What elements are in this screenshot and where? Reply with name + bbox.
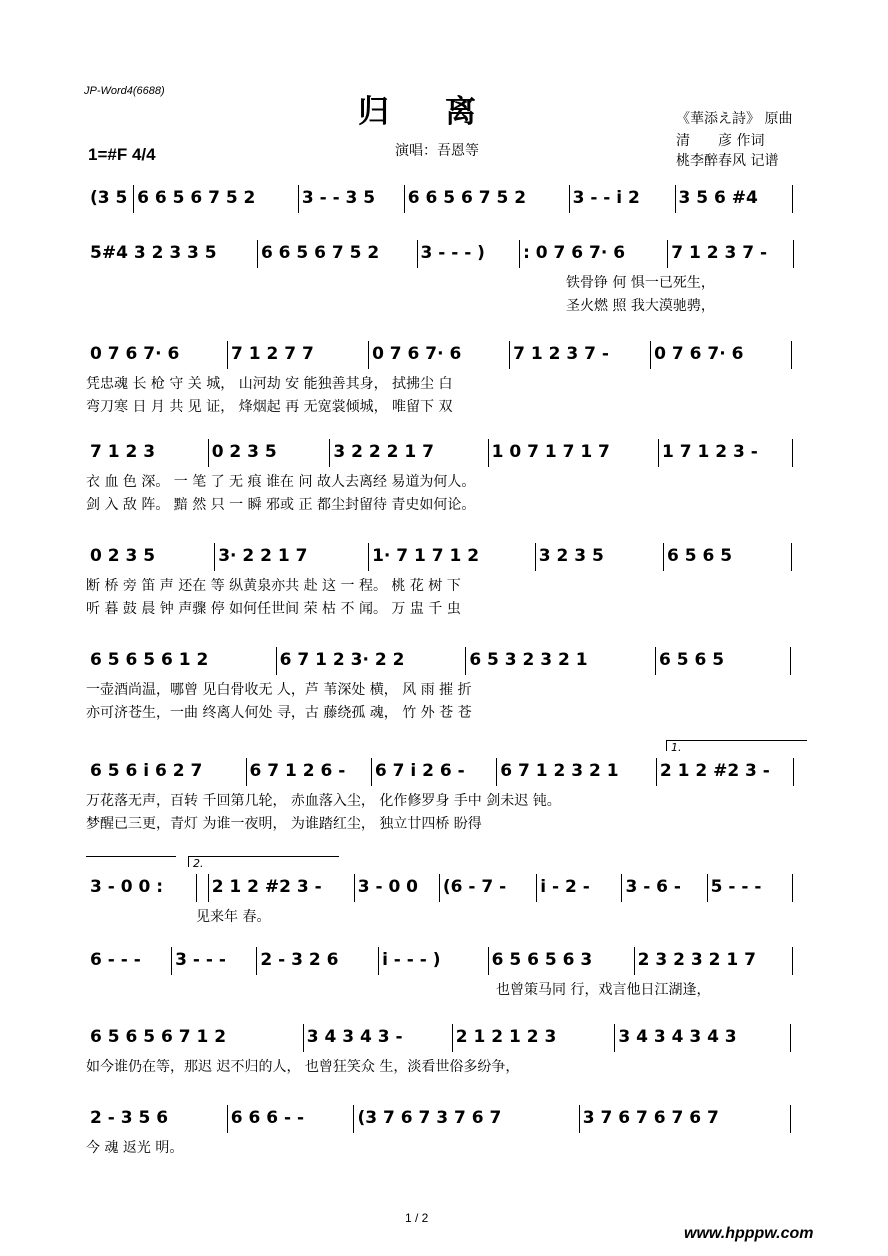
bar-line — [354, 874, 355, 902]
measure-notes: 0 7 6 7· 6 — [654, 344, 744, 364]
bar-line — [404, 185, 405, 213]
measure-notes: 2 - 3 5 6 — [90, 1108, 169, 1128]
measure-notes: 1 7 1 2 3 - — [661, 442, 758, 462]
bar-line — [790, 1024, 791, 1052]
measure-notes: 2 3 2 3 2 1 7 — [637, 950, 756, 970]
measure-notes: (6 - 7 - — [442, 877, 507, 897]
measure-notes: 6 5 3 2 3 2 1 — [469, 650, 588, 670]
notation-line — [86, 183, 806, 213]
measure-notes: 3 - 0 0 : — [90, 877, 164, 897]
bar-line — [519, 240, 520, 268]
volta-first-ending — [666, 740, 807, 754]
notation-line — [86, 339, 806, 369]
bar-line — [536, 874, 537, 902]
measure-notes: 0 7 6 7· 6 — [90, 344, 180, 364]
bar-line — [614, 1024, 615, 1052]
bar-line — [790, 1105, 791, 1133]
song-title: 归离 — [358, 94, 532, 130]
measure-notes: 6 6 5 6 7 5 2 — [260, 243, 380, 263]
bar-line — [792, 185, 793, 213]
bar-line — [793, 758, 794, 786]
singer-credit: 演唱：吾恩等 — [395, 143, 479, 159]
measure-notes: 2 - 3 2 6 — [260, 950, 339, 970]
measure-notes: 2 1 2 #2 3 - — [659, 761, 770, 781]
notation-line — [86, 1103, 806, 1133]
bar-line — [791, 341, 792, 369]
lyric-line: 铁骨铮 何 惧一已死生， — [566, 275, 715, 291]
measure-notes: 6 5 6 5 — [666, 546, 733, 566]
bar-line — [208, 874, 209, 902]
measure-notes: 7 1 2 7 7 — [231, 344, 314, 364]
measure-notes: 3 - 6 - — [625, 877, 681, 897]
notation-line — [86, 541, 806, 571]
bar-line — [496, 758, 497, 786]
bar-line — [675, 185, 676, 213]
bar-line — [227, 1105, 228, 1133]
measure-notes: (3 7 6 7 3 7 6 7 — [357, 1108, 502, 1128]
lyric-line: 听 暮 鼓 晨 钟 声骤 停 如何任世间 荣 枯 不 闻。 万 盅 千 虫 — [86, 601, 461, 617]
volta-label: 1. — [671, 741, 682, 754]
bar-line — [214, 543, 215, 571]
measure-notes: 3 - - 3 5 — [301, 188, 376, 208]
bar-line — [535, 543, 536, 571]
notation-line — [86, 945, 806, 975]
credit-original: 《華添え詩》 原曲 — [676, 111, 793, 127]
measure-notes: 6 5 6 5 6 3 — [491, 950, 593, 970]
lyric-line: 亦可济苍生，一曲 终离人何处 寻，古 藤绕孤 魂， 竹 外 苍 苍 — [86, 705, 472, 721]
bar-line — [298, 185, 299, 213]
measure-notes: 3 - 0 0 — [357, 877, 419, 897]
bar-line — [650, 341, 651, 369]
bar-line — [791, 543, 792, 571]
measure-notes: 3 7 6 7 6 7 6 7 — [582, 1108, 719, 1128]
bar-line — [368, 543, 369, 571]
bar-line — [227, 341, 228, 369]
bar-line — [257, 240, 258, 268]
measure-notes: 3 5 6 #4 — [678, 188, 758, 208]
bar-line — [667, 240, 668, 268]
bar-line — [196, 874, 197, 902]
measure-notes: 1 0 7 1 7 1 7 — [491, 442, 610, 462]
lyric-line: 万花落无声，百转 千回第几轮， 赤血落入尘， 化作修罗身 手中 剑未迟 钝。 — [86, 793, 561, 809]
measure-notes: i - - - ) — [382, 950, 441, 970]
measure-notes: 6 5 6 i 6 2 7 — [90, 761, 203, 781]
bar-line — [246, 758, 247, 786]
measure-notes: (3 5 — [90, 188, 128, 208]
bar-line — [465, 647, 466, 675]
bar-line — [488, 947, 489, 975]
notation-line — [86, 872, 806, 902]
measure-notes: 3 4 3 4 3 4 3 — [618, 1027, 737, 1047]
lyric-line: 如今谁仍在等，那迟 迟不归的人， 也曾狂笑众 生，淡看世俗多纷争， — [86, 1059, 520, 1075]
measure-notes: 6 5 6 5 — [658, 650, 725, 670]
measure-notes: 3 4 3 4 3 - — [306, 1027, 403, 1047]
credit-lyricist: 清 彦 作词 — [676, 133, 765, 149]
bar-line — [655, 647, 656, 675]
lyric-line: 今 魂 返光 明。 — [86, 1140, 184, 1156]
bar-line — [658, 439, 659, 467]
bar-line — [303, 1024, 304, 1052]
bar-line — [792, 947, 793, 975]
measure-notes: 6 6 5 6 7 5 2 — [137, 188, 256, 208]
notation-line — [86, 645, 806, 675]
bar-line — [171, 947, 172, 975]
bar-line — [133, 185, 134, 213]
volta-continuation — [86, 856, 176, 857]
bar-line — [634, 947, 635, 975]
bar-line — [353, 1105, 354, 1133]
lyric-line: 衣 血 色 深。 一 笔 了 无 痕 谁在 问 故人去离经 易道为何人。 — [86, 474, 476, 490]
bar-line — [417, 240, 418, 268]
bar-line — [378, 947, 379, 975]
measure-notes: 3· 2 2 1 7 — [218, 546, 308, 566]
notation-line — [86, 437, 806, 467]
measure-notes: 3 - - - ) — [420, 243, 485, 263]
measure-notes: : 0 7 6 7· 6 — [523, 243, 626, 263]
measure-notes: 3 - - - — [175, 950, 226, 970]
notation-line — [86, 238, 806, 268]
page-number: 1 / 2 — [405, 1211, 429, 1225]
bar-line — [792, 874, 793, 902]
bar-line — [509, 341, 510, 369]
bar-line — [621, 874, 622, 902]
lyric-line: 断 桥 旁 笛 声 还在 等 纵黄泉亦共 赴 这 一 程。 桃 花 树 下 — [86, 578, 461, 594]
volta-label: 2. — [193, 857, 204, 870]
measure-notes: 6 7 1 2 6 - — [249, 761, 346, 781]
credit-transcriber: 桃李醉春风 记谱 — [676, 153, 779, 169]
measure-notes: 7 1 2 3 7 - — [671, 243, 768, 263]
measure-notes: 7 1 2 3 — [90, 442, 156, 462]
measure-notes: 6 6 5 6 7 5 2 — [407, 188, 527, 208]
measure-notes: 6 6 6 - - — [230, 1108, 305, 1128]
bar-line — [569, 185, 570, 213]
bar-line — [208, 439, 209, 467]
bar-line — [793, 240, 794, 268]
bar-line — [256, 947, 257, 975]
lyric-line: 圣火燃 照 我大漠驰骋， — [566, 298, 715, 314]
volta-second-ending — [188, 856, 339, 870]
bar-line — [790, 647, 791, 675]
bar-line — [439, 874, 440, 902]
measure-notes: 3 2 2 2 1 7 — [333, 442, 434, 462]
measure-notes: 0 7 6 7· 6 — [372, 344, 462, 364]
bar-line — [329, 439, 330, 467]
measure-notes: 6 5 6 5 6 1 2 — [90, 650, 209, 670]
measure-notes: 3 2 3 5 — [538, 546, 604, 566]
notation-line — [86, 1022, 806, 1052]
key-signature: 1=#F 4/4 — [88, 145, 156, 164]
measure-notes: 2 1 2 #2 3 - — [211, 877, 322, 897]
measure-notes: 0 2 3 5 — [211, 442, 277, 462]
measure-notes: 2 1 2 1 2 3 — [455, 1027, 557, 1047]
notation-line — [86, 756, 806, 786]
measure-notes: 6 7 1 2 3 2 1 — [500, 761, 619, 781]
lyric-line: 一壶酒尚温，哪曾 见白骨收无 人，芦 苇深处 横， 风 雨 摧 折 — [86, 682, 472, 698]
measure-notes: 6 7 i 2 6 - — [374, 761, 465, 781]
lyric-line: 梦醒已三更，青灯 为谁一夜明， 为谁踏红尘， 独立廿四桥 盼得 — [86, 816, 482, 832]
bar-line — [792, 439, 793, 467]
measure-notes: i - 2 - — [540, 877, 590, 897]
bar-line — [579, 1105, 580, 1133]
lyric-line: 弯刀寒 日 月 共 见 证， 烽烟起 再 无宽裳倾城， 唯留下 双 — [86, 399, 453, 415]
lyric-line: 见来年 春。 — [196, 909, 271, 925]
measure-notes: 6 7 1 2 3· 2 2 — [279, 650, 405, 670]
measure-notes: 7 1 2 3 7 - — [513, 344, 609, 364]
bar-line — [488, 439, 489, 467]
measure-notes: 6 - - - — [90, 950, 141, 970]
measure-notes: 6 5 6 5 6 7 1 2 — [90, 1027, 227, 1047]
bar-line — [656, 758, 657, 786]
lyric-line: 剑 入 敌 阵。 黯 然 只 一 瞬 邪或 正 都尘封留待 青史如何论。 — [86, 497, 476, 513]
bar-line — [452, 1024, 453, 1052]
lyric-line: 也曾策马同 行，戏言他日江湖逢， — [496, 982, 711, 998]
measure-notes: 1· 7 1 7 1 2 — [372, 546, 480, 566]
bar-line — [707, 874, 708, 902]
measure-notes: 3 - - i 2 — [572, 188, 640, 208]
bar-line — [368, 341, 369, 369]
bar-line — [371, 758, 372, 786]
document-tag: JP-Word4(6688) — [84, 85, 165, 97]
measure-notes: 0 2 3 5 — [90, 546, 156, 566]
bar-line — [663, 543, 664, 571]
measure-notes: 5#4 3 2 3 3 5 — [90, 243, 217, 263]
bar-line — [276, 647, 277, 675]
measure-notes: 5 - - - — [710, 877, 762, 897]
lyric-line: 凭忠魂 长 枪 守 关 城， 山河劫 安 能独善其身， 拭拂尘 白 — [86, 376, 453, 392]
site-url: www.hpppw.com — [684, 1225, 814, 1242]
